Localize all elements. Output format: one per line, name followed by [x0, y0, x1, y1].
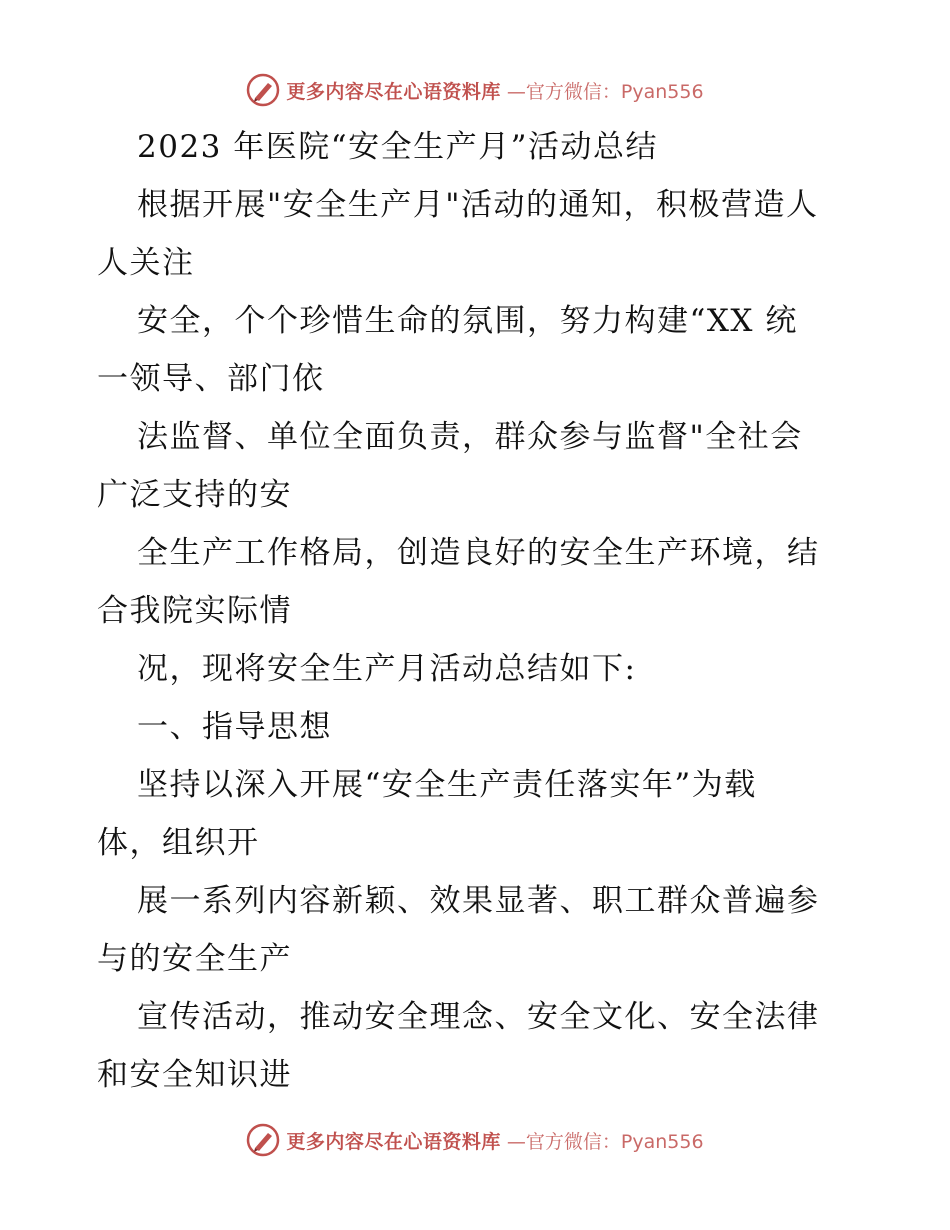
paragraph-line: 法监督、单位全面负责，群众参与监督"全社会 [137, 419, 803, 455]
paragraph-line: 况，现将安全生产月活动总结如下: [137, 651, 637, 687]
paragraph-line: 根据开展"安全生产月"活动的通知，积极营造人 [137, 187, 819, 223]
header-watermark [0, 68, 950, 112]
paragraph-line: 和安全知识进 [97, 1057, 292, 1093]
pen-logo-icon [246, 1123, 280, 1157]
paragraph-line: 与的安全生产 [97, 941, 292, 977]
paragraph-line: 一领导、部门依 [97, 361, 325, 397]
paragraph-line: 合我院实际情 [97, 593, 292, 629]
footer-watermark [0, 1118, 950, 1162]
paragraph-line: 体，组织开 [97, 825, 260, 861]
watermark-contact-text: —官方微信：Pyan556 [506, 1130, 704, 1153]
watermark-main-text: 更多内容尽在心语资料库 [286, 1130, 501, 1153]
paragraph-line: 展一系列内容新颖、效果显著、职工群众普遍参 [137, 883, 820, 919]
document-body [97, 118, 857, 1104]
paragraph-line: 坚持以深入开展“安全生产责任落实年”为载 [137, 767, 757, 803]
section-heading: 一、指导思想 [137, 709, 332, 745]
document-title: 2023 年医院“安全生产月”活动总结 [137, 129, 658, 165]
watermark-main-text: 更多内容尽在心语资料库 [286, 80, 501, 103]
paragraph-line: 全生产工作格局，创造良好的安全生产环境，结 [137, 535, 820, 571]
watermark-contact-text: —官方微信：Pyan556 [506, 80, 704, 103]
paragraph-line: 广泛支持的安 [97, 477, 292, 513]
pen-logo-icon [246, 73, 280, 107]
paragraph-line: 宣传活动，推动安全理念、安全文化、安全法律 [137, 999, 820, 1035]
paragraph-line: 安全，个个珍惜生命的氛围，努力构建“XX 统 [137, 303, 798, 339]
paragraph-line: 人关注 [97, 245, 195, 281]
